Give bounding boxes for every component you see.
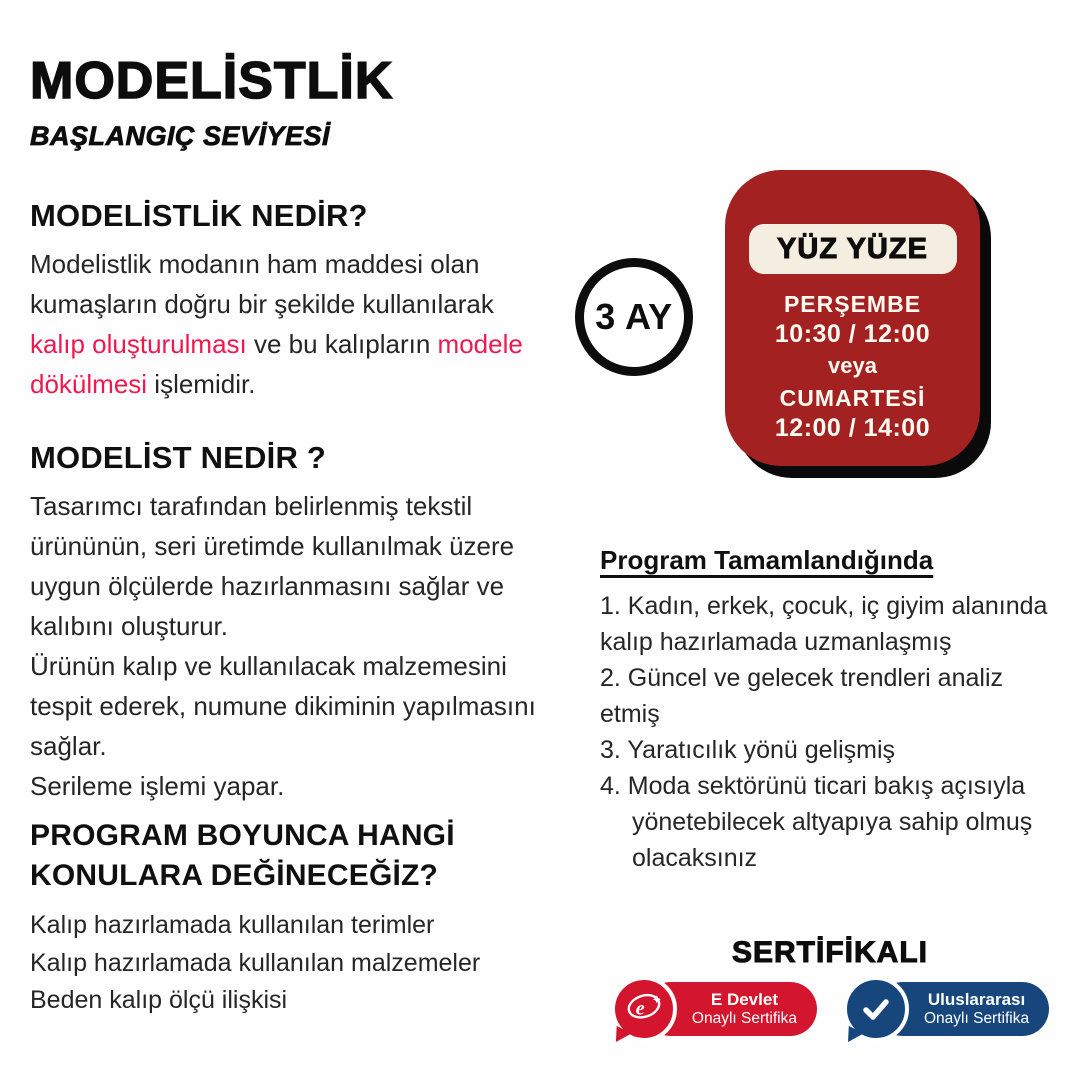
section-heading — [30, 816, 538, 895]
text-segment: Modelistlik modanın ham maddesi olan kumaşların doğru bir şekilde kullanılarak — [30, 249, 494, 320]
badge-subtitle: Onaylı Sertifika — [924, 1009, 1030, 1027]
paragraph: Tasarımcı tarafından belirlenmiş tekstil ürününün, seri üretimde kullanılmak üzere uygun ölçülerde hazırlanmasını sağlar ve kalıbını oluşturur. — [30, 491, 515, 642]
text-segment: ve bu kalıpların — [246, 329, 438, 360]
schedule-day: CUMARTESİ — [779, 385, 926, 411]
checkmark-icon — [843, 976, 909, 1042]
schedule-day: PERŞEMBE — [783, 291, 922, 317]
badge-title: E Devlet — [710, 989, 778, 1009]
e-devlet-badge — [611, 976, 817, 1042]
badge-title: Uluslararası — [927, 989, 1026, 1009]
list-item: Kalıp hazırlamada kullanılan terimler — [30, 911, 435, 940]
e-devlet-icon — [611, 976, 677, 1042]
paragraph: Serileme işlemi yapar. — [30, 771, 285, 802]
text-segment: işlemidir. — [147, 369, 256, 400]
svg-text:e: e — [635, 997, 645, 1020]
heading-line: KONULARA DEĞİNECEĞİZ? — [30, 858, 439, 892]
badge-subtitle: Onaylı Sertifika — [691, 1009, 797, 1027]
section-what-is-modelist — [30, 440, 538, 806]
header — [30, 54, 538, 152]
section-body — [30, 244, 538, 404]
schedule-time: 10:30 / 12:00 — [774, 320, 931, 348]
highlighted-text: modele dökülmesi — [30, 329, 523, 400]
page-subtitle: BAŞLANGIÇ SEVİYESİ — [30, 120, 331, 151]
heading-line: PROGRAM BOYUNCA HANGİ — [30, 819, 455, 852]
international-badge — [843, 976, 1049, 1042]
duration-badge: 3 AY — [575, 258, 693, 376]
format-badge: YÜZ YÜZE — [749, 224, 957, 274]
page-title: MODELİSTLİK — [30, 52, 394, 110]
list-item: Beden kalıp ölçü ilişkisi — [30, 986, 288, 1015]
highlighted-text: kalıp oluşturulması — [30, 329, 247, 360]
list-item: 2. Güncel ve gelecek trendleri analiz etmiş — [600, 664, 1004, 728]
certification-badges — [600, 976, 1060, 1042]
schedule-times — [725, 289, 980, 443]
certification-heading: SERTİFİKALI — [732, 936, 928, 969]
schedule-time: 12:00 / 14:00 — [774, 414, 931, 442]
schedule-separator: veya — [828, 353, 877, 378]
list-item: Kalıp hazırlamada kullanılan malzemeler — [30, 948, 481, 977]
list-item: 4. Moda sektörünü ticari bakış açısıyla yönetebilecek altyapıya sahip olmuş olacaksınız — [600, 772, 1033, 872]
section-topics — [30, 816, 538, 1020]
section-what-is-modelistlik — [30, 198, 538, 404]
section-heading: MODELİSTLİK NEDİR? — [30, 198, 368, 233]
section-outcomes — [600, 545, 1052, 876]
paragraph: Ürünün kalıp ve kullanılacak malzemesini tespit ederek, numune dikiminin yapılmasını sağlar. — [30, 651, 536, 762]
section-heading: MODELİST NEDİR ? — [30, 440, 326, 475]
section-heading: Program Tamamlandığında — [600, 545, 934, 575]
schedule-card — [725, 170, 980, 466]
list-item: 3. Yaratıcılık yönü gelişmiş — [600, 736, 896, 764]
list-item: 1. Kadın, erkek, çocuk, iç giyim alanında kalıp hazırlamada uzmanlaşmış — [600, 592, 1048, 656]
